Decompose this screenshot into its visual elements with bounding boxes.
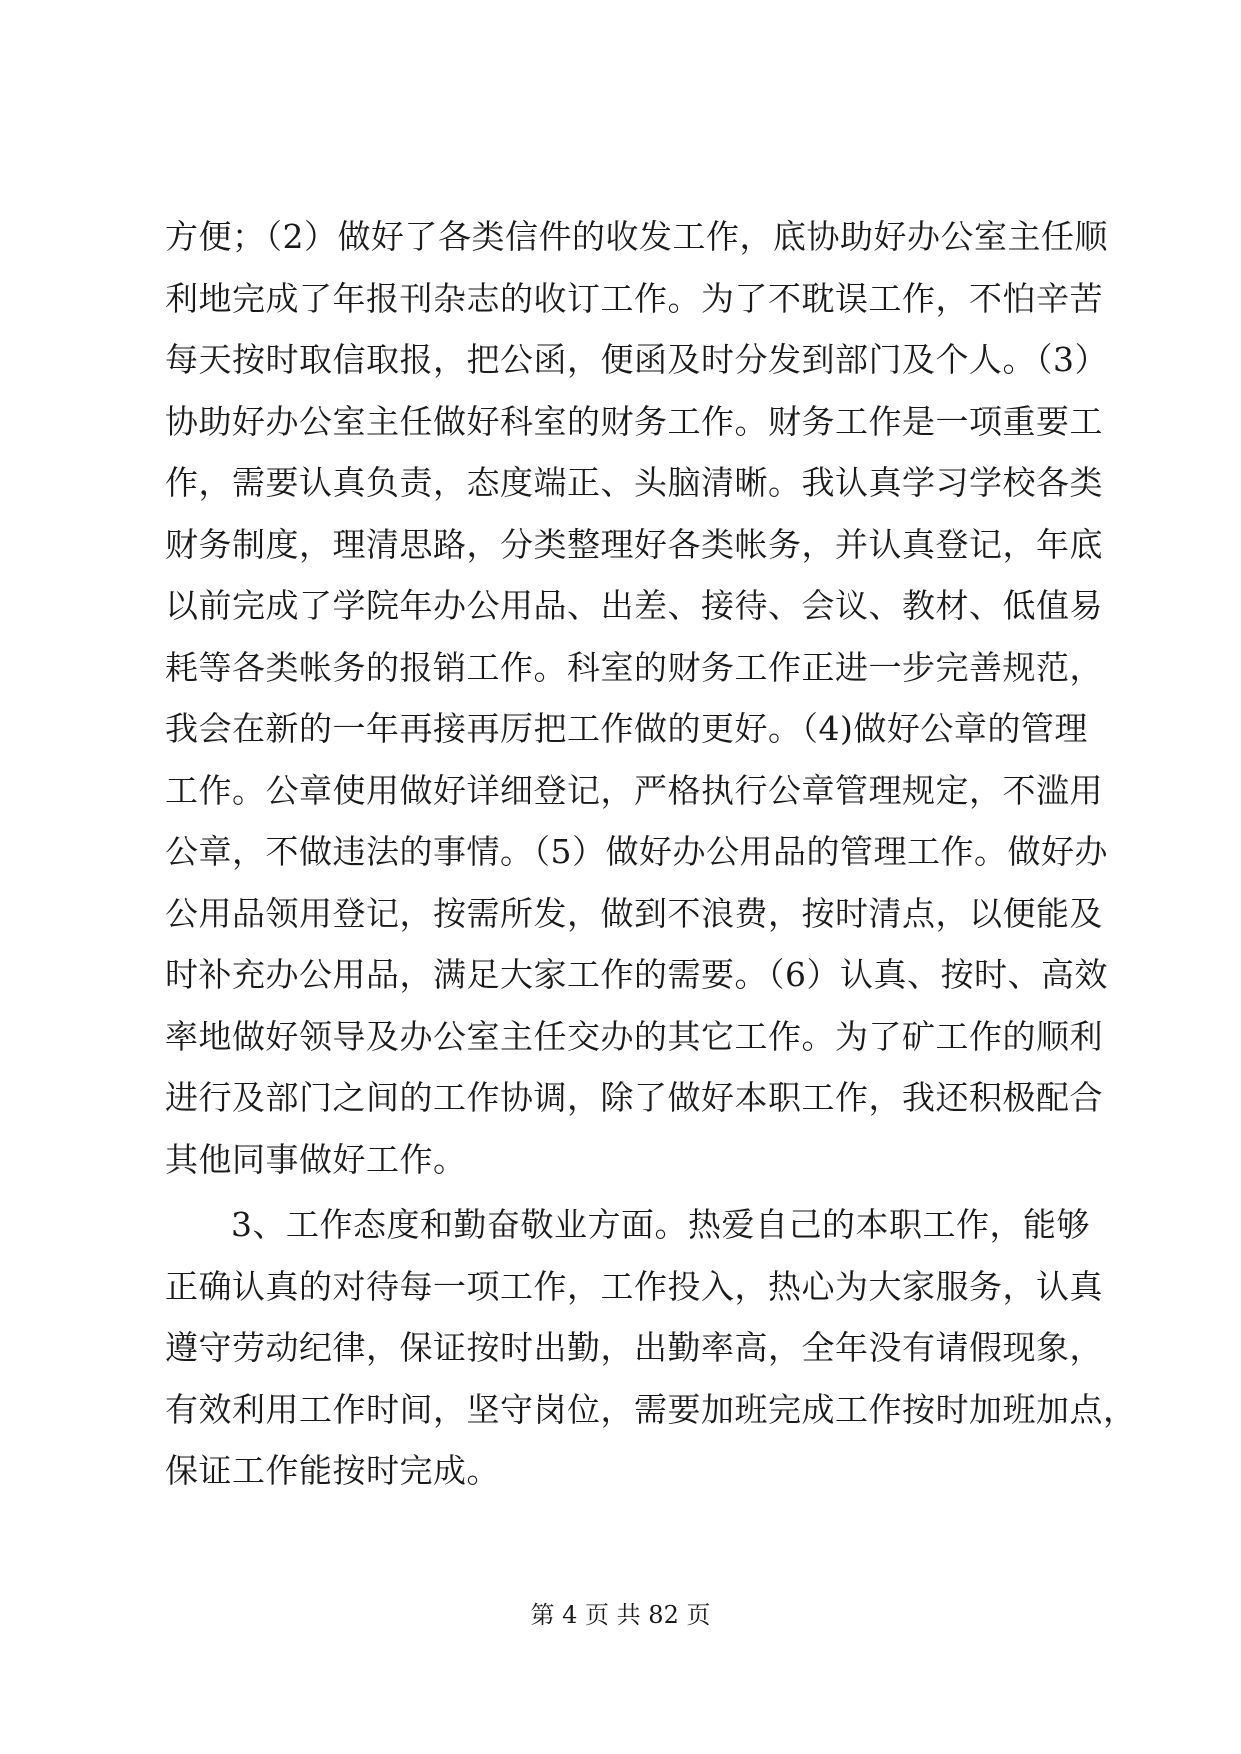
text-line: 3、工作态度和勤奋敬业方面。热爱自己的本职工作，能够 — [231, 1205, 1090, 1244]
text-line: 方便；（2）做好了各类信件的收发工作，底协助好办公室主任顺 — [165, 217, 1108, 256]
text-line: 作，需要认真负责，态度端正、头脑清晰。我认真学习学校各类 — [165, 463, 1103, 502]
text-line: 正确认真的对待每一项工作，工作投入，热心为大家服务，认真 — [165, 1266, 1103, 1306]
text-line: 每天按时取信取报，把公函，便函及时分发到部门及个人。（3） — [165, 340, 1108, 379]
text-line: 保证工作能按时完成。 — [165, 1451, 500, 1490]
document-body — [165, 206, 1137, 1502]
text-line: 以前完成了学院年办公用品、出差、接待、会议、教材、低值易 — [165, 586, 1103, 625]
text-line: 工作。公章使用做好详细登记，严格执行公章管理规定，不滥用 — [165, 770, 1103, 810]
text-line: 协助好办公室主任做好科室的财务工作。财务工作是一项重要工 — [165, 401, 1103, 441]
text-line: 公章，不做违法的事情。（5）做好办公用品的管理工作。做好办 — [165, 832, 1108, 871]
paragraph-2 — [165, 1194, 1137, 1502]
page-number-footer: 第 4 页 共 82 页 — [530, 1601, 711, 1629]
text-line: 进行及部门之间的工作协调，除了做好本职工作，我还积极配合 — [165, 1078, 1103, 1117]
text-line: 利地完成了年报刊杂志的收订工作。为了不耽误工作，不怕辛苦 — [165, 278, 1103, 318]
text-line: 率地做好领导及办公室主任交办的其它工作。为了矿工作的顺利 — [165, 1016, 1103, 1056]
text-line: 财务制度，理清思路，分类整理好各类帐务，并认真登记，年底 — [165, 524, 1103, 564]
text-line: 遵守劳动纪律，保证按时出勤，出勤率高，全年没有请假现象， — [165, 1328, 1103, 1367]
text-line: 时补充办公用品，满足大家工作的需要。（6）认真、按时、高效 — [165, 955, 1108, 994]
text-line: 我会在新的一年再接再厉把工作做的更好。（4)做好公章的管理 — [165, 709, 1088, 748]
text-line: 有效利用工作时间，坚守岗位，需要加班完成工作按时加班加点， — [165, 1389, 1137, 1429]
text-line: 耗等各类帐务的报销工作。科室的财务工作正进一步完善规范， — [165, 647, 1103, 687]
text-line: 其他同事做好工作。 — [165, 1139, 467, 1179]
paragraph-1 — [165, 206, 1108, 1190]
text-line: 公用品领用登记，按需所发，做到不浪费，按时清点，以便能及 — [165, 893, 1103, 933]
